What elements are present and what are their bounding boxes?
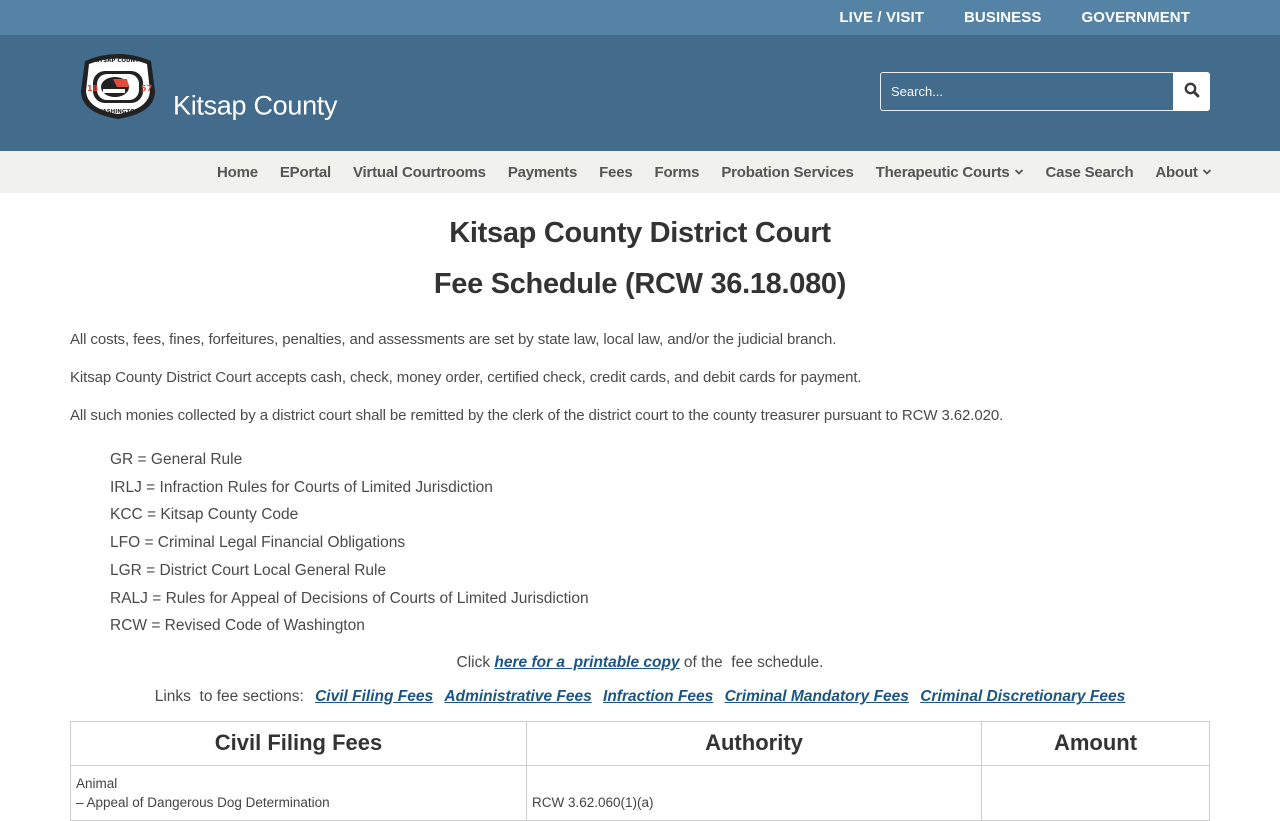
nav-label: Virtual Courtrooms (353, 163, 486, 181)
nav-label: Case Search (1045, 163, 1134, 181)
search-icon (1184, 82, 1200, 101)
nav-label: Forms (654, 163, 700, 181)
svg-text:57: 57 (141, 84, 153, 93)
nav-label: Probation Services (721, 163, 854, 181)
nav-item-forms[interactable] (654, 164, 699, 181)
nav-item-case-search[interactable] (1046, 164, 1134, 181)
nav-item-home[interactable] (217, 164, 258, 181)
nav-item-about[interactable] (1155, 164, 1211, 181)
nav-item-virtual-courtrooms[interactable] (353, 164, 486, 181)
county-seal-logo[interactable] (77, 51, 159, 121)
printable-suffix: of the fee schedule. (679, 653, 824, 671)
column-header-authority: Authority (527, 721, 982, 765)
section-links-label: Links to fee sections: (154, 687, 304, 705)
nav-label: About (1155, 163, 1198, 181)
fee-section-links (70, 688, 1210, 706)
nav-label: Fees (599, 163, 633, 181)
authority-cell (527, 765, 982, 820)
nav-label: Payments (507, 163, 578, 181)
table-header-row (71, 721, 1210, 765)
nav-item-eportal[interactable] (280, 164, 331, 181)
main-content (0, 208, 1280, 821)
abbreviation-item: LFO = Criminal Legal Financial Obligations (110, 534, 406, 552)
amount-cell (982, 765, 1210, 820)
authority-value: RCW 3.62.060(1)(a) (532, 794, 654, 810)
printable-copy-line (70, 654, 1210, 672)
column-header-amount: Amount (982, 721, 1210, 765)
abbreviation-item: LGR = District Court Local General Rule (110, 561, 387, 579)
page-title-line1: Kitsap County District Court (449, 217, 831, 249)
utility-nav (799, 0, 1190, 35)
link-administrative-fees[interactable]: Administrative Fees (444, 687, 592, 705)
utility-link-government[interactable]: GOVERNMENT (1081, 9, 1190, 26)
nav-item-therapeutic-courts[interactable] (876, 164, 1024, 181)
nav-label: Therapeutic Courts (875, 163, 1010, 181)
page-title (70, 208, 1210, 310)
main-nav (0, 151, 1280, 193)
search-button[interactable] (1173, 72, 1210, 111)
abbreviation-item: RALJ = Rules for Appeal of Decisions of Courts of Limited Jurisdiction (110, 589, 589, 607)
printable-prefix: Click (456, 653, 495, 671)
utility-bar (0, 0, 1280, 35)
nav-item-fees[interactable] (599, 164, 632, 181)
svg-text:KITSAP COUNTY: KITSAP COUNTY (93, 58, 143, 64)
link-criminal-mandatory-fees[interactable]: Criminal Mandatory Fees (724, 687, 909, 705)
intro-paragraph: All costs, fees, fines, forfeitures, penalties, and assessments are set by state law, local law, and/or the judicial branch. (70, 331, 837, 348)
abbreviation-item: RCW = Revised Code of Washington (110, 617, 365, 635)
site-header (0, 35, 1280, 151)
site-name[interactable]: Kitsap County (173, 90, 338, 121)
svg-text:18: 18 (87, 84, 99, 93)
utility-link-live-visit[interactable]: LIVE / VISIT (839, 9, 924, 26)
printable-copy-link[interactable]: here for a printable copy (494, 653, 680, 671)
abbreviation-item: KCC = Kitsap County Code (110, 506, 299, 524)
fee-cell (71, 765, 527, 820)
chevron-down-icon (1202, 168, 1212, 176)
abbreviation-item: GR = General Rule (110, 451, 243, 468)
nav-label: EPortal (279, 163, 331, 181)
column-header-fee: Civil Filing Fees (71, 721, 527, 765)
abbreviations-list (70, 446, 1210, 640)
utility-link-business[interactable]: BUSINESS (963, 9, 1042, 26)
link-civil-filing-fees[interactable]: Civil Filing Fees (315, 687, 434, 705)
svg-text:WASHINGTON: WASHINGTON (96, 109, 140, 115)
table-row (71, 765, 1210, 820)
nav-label: Home (217, 163, 258, 181)
civil-filing-fees-table (70, 721, 1210, 821)
fee-description: – Appeal of Dangerous Dog Determination (76, 794, 330, 810)
remittance-paragraph: All such monies collected by a district court shall be remitted by the clerk of the district court to the county treasurer pursuant to RCW 3.62.020. (70, 407, 1004, 424)
link-criminal-discretionary-fees[interactable]: Criminal Discretionary Fees (920, 687, 1126, 705)
abbreviation-item: IRLJ = Infraction Rules for Courts of Limited Jurisdiction (110, 478, 493, 496)
fee-category: Animal (76, 775, 118, 791)
payment-methods-paragraph: Kitsap County District Court accepts cash, check, money order, certified check, credit cards, and debit cards for payment. (70, 369, 862, 386)
chevron-down-icon (1014, 168, 1024, 176)
search-input[interactable] (880, 72, 1173, 111)
search-form (880, 72, 1210, 111)
page-title-line2: Fee Schedule (RCW 36.18.080) (433, 268, 847, 300)
nav-item-probation-services[interactable] (721, 164, 853, 181)
nav-item-payments[interactable] (508, 164, 577, 181)
link-infraction-fees[interactable]: Infraction Fees (603, 687, 714, 705)
